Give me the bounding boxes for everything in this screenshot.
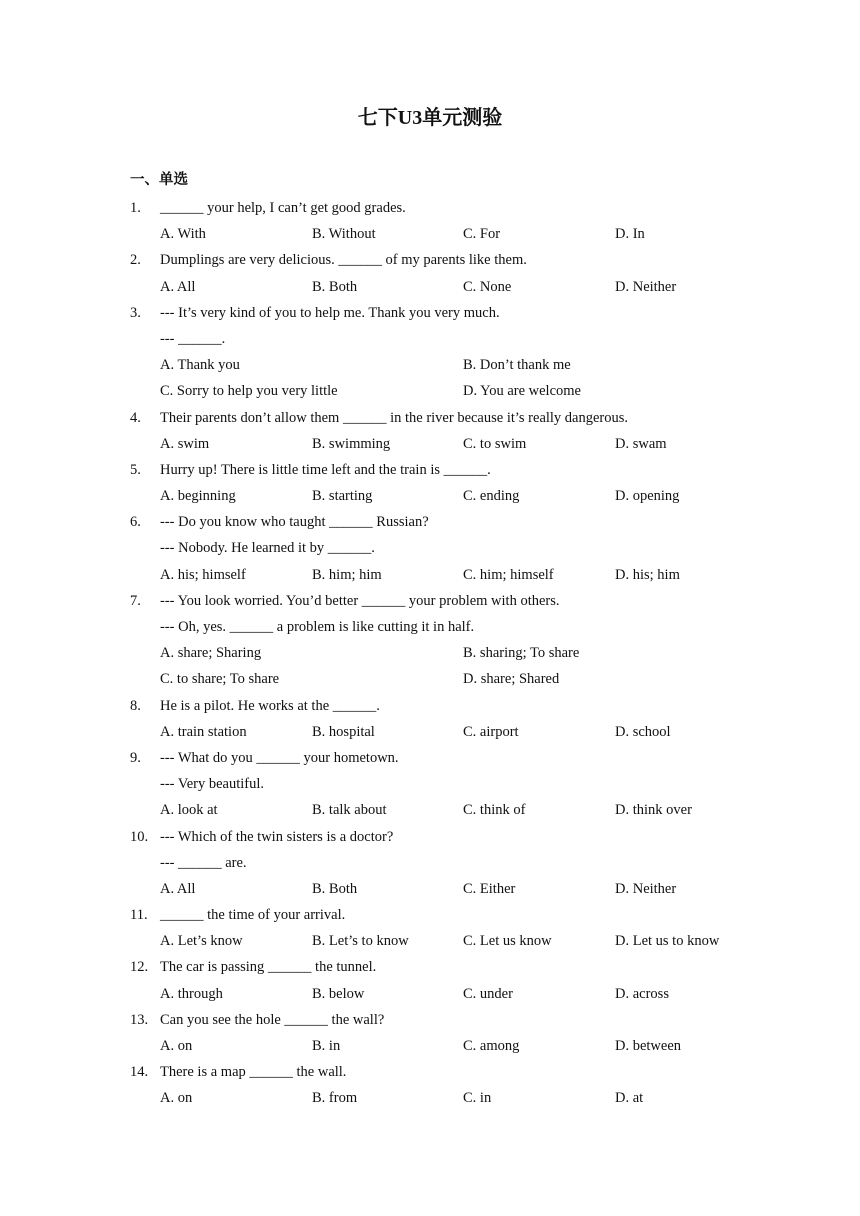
question-item (0, 1062, 860, 1114)
question-item (0, 827, 860, 906)
answer-option: D. swam (615, 435, 667, 452)
question-line (0, 460, 860, 486)
question-number: 6. (130, 514, 141, 531)
answer-option: A. Let’s know (160, 933, 243, 950)
question-line (0, 696, 860, 722)
answer-option: A. share; Sharing (160, 645, 262, 662)
options-row (0, 486, 860, 512)
section-heading: 一、单选 (130, 172, 188, 188)
question-number: 5. (130, 461, 141, 478)
question-number: 10. (130, 828, 149, 845)
question-text: --- Which of the twin sisters is a doctor? (160, 828, 394, 845)
question-number: 1. (130, 200, 141, 216)
question-item (0, 905, 860, 957)
question-text: ______ the time of your arrival. (160, 907, 346, 924)
document-title: 七下U3单元测验 (357, 107, 503, 129)
question-number: 12. (130, 959, 149, 976)
answer-option: C. None (463, 278, 512, 295)
answer-option: A. on (160, 1038, 193, 1054)
question-line (0, 303, 860, 329)
question-line (0, 748, 860, 774)
question-text: --- You look worried. You’d better ______ your problem with others. (160, 592, 560, 609)
answer-option: D. In (615, 226, 645, 243)
answer-option: B. hospital (312, 723, 375, 740)
answer-option: B. Let’s to know (312, 933, 409, 950)
options-row (0, 434, 860, 460)
question-item (0, 512, 860, 591)
answer-option: C. to share; To share (160, 671, 280, 688)
question-number: 11. (130, 907, 148, 924)
answer-option: D. share; Shared (463, 671, 560, 688)
answer-option: D. Neither (615, 278, 677, 295)
question-number: 3. (130, 304, 141, 321)
question-text: --- Very beautiful. (160, 776, 265, 793)
answer-option: C. think of (463, 802, 526, 819)
question-number: 9. (130, 749, 141, 766)
question-item (0, 696, 860, 748)
answer-option: A. Thank you (160, 357, 240, 374)
question-line (0, 329, 860, 355)
answer-option: C. ending (463, 488, 520, 505)
question-number: 13. (130, 1011, 149, 1028)
answer-option: A. on (160, 1090, 193, 1107)
answer-option: C. Sorry to help you very little (160, 383, 338, 400)
answer-option: D. at (615, 1090, 644, 1107)
question-line (0, 957, 860, 983)
question-line (0, 774, 860, 800)
options-row (0, 1036, 860, 1062)
question-line (0, 198, 860, 224)
question-text: ______ your help, I can’t get good grades. (160, 200, 406, 216)
question-text: --- ______ are. (160, 854, 247, 871)
question-item (0, 198, 860, 250)
answer-option: C. to swim (463, 435, 527, 452)
answer-option: A. All (160, 880, 196, 897)
question-text: --- Oh, yes. ______ a problem is like cutting it in half. (160, 619, 475, 635)
question-line (0, 512, 860, 538)
answer-option: A. beginning (160, 488, 236, 505)
question-line (0, 1010, 860, 1036)
question-number: 4. (130, 409, 141, 426)
question-list (0, 198, 860, 1115)
options-row (0, 669, 860, 695)
question-line (0, 1062, 860, 1088)
question-item (0, 1010, 860, 1062)
answer-option: C. For (463, 226, 501, 243)
question-line (0, 408, 860, 434)
answer-option: D. his; him (615, 566, 680, 583)
options-row (0, 224, 860, 250)
question-line (0, 250, 860, 276)
answer-option: D. Let us to know (615, 933, 720, 950)
question-number: 14. (130, 1064, 149, 1081)
options-row (0, 355, 860, 381)
answer-option: B. Both (312, 880, 358, 897)
answer-option: A. train station (160, 723, 247, 740)
answer-option: B. in (312, 1038, 341, 1054)
question-item (0, 460, 860, 512)
question-text: --- ______. (160, 330, 226, 347)
answer-option: C. among (463, 1038, 520, 1054)
options-row (0, 984, 860, 1010)
answer-option: B. sharing; To share (463, 645, 580, 662)
question-number: 2. (130, 252, 141, 269)
answer-option: B. from (312, 1090, 358, 1107)
answer-option: B. Don’t thank me (463, 357, 571, 374)
answer-option: B. below (312, 985, 365, 1002)
question-text: Can you see the hole ______ the wall? (160, 1011, 385, 1028)
question-item (0, 303, 860, 408)
answer-option: A. look at (160, 802, 218, 819)
question-number: 7. (130, 592, 141, 609)
answer-option: A. All (160, 278, 196, 295)
options-row (0, 722, 860, 748)
options-row (0, 931, 860, 957)
answer-option: B. Without (312, 226, 376, 243)
question-item (0, 591, 860, 696)
question-line (0, 591, 860, 617)
answer-option: D. opening (615, 488, 680, 505)
answer-option: D. between (615, 1038, 682, 1054)
question-text: He is a pilot. He works at the ______. (160, 697, 380, 714)
options-row (0, 800, 860, 826)
answer-option: C. him; himself (463, 566, 554, 583)
answer-option: D. You are welcome (463, 383, 581, 400)
answer-option: B. Both (312, 278, 358, 295)
answer-option: B. talk about (312, 802, 387, 819)
question-line (0, 617, 860, 643)
answer-option: D. Neither (615, 880, 677, 897)
answer-option: C. in (463, 1090, 492, 1107)
question-text: Dumplings are very delicious. ______ of my parents like them. (160, 252, 527, 269)
question-line (0, 827, 860, 853)
answer-option: A. swim (160, 435, 210, 452)
answer-option: D. think over (615, 802, 692, 819)
question-item (0, 748, 860, 827)
question-line (0, 538, 860, 564)
question-text: --- Do you know who taught ______ Russian? (160, 514, 429, 531)
answer-option: A. his; himself (160, 566, 246, 583)
answer-option: C. airport (463, 723, 519, 740)
options-row (0, 643, 860, 669)
answer-option: B. starting (312, 488, 373, 505)
answer-option: A. With (160, 226, 206, 243)
options-row (0, 879, 860, 905)
question-text: --- Nobody. He learned it by ______. (160, 540, 375, 557)
answer-option: A. through (160, 985, 223, 1002)
question-text: The car is passing ______ the tunnel. (160, 959, 377, 976)
answer-option: C. under (463, 985, 513, 1002)
question-number: 8. (130, 697, 141, 714)
answer-option: C. Let us know (463, 933, 552, 950)
question-text: --- What do you ______ your hometown. (160, 749, 399, 766)
question-item (0, 250, 860, 302)
question-item (0, 957, 860, 1009)
answer-option: B. swimming (312, 435, 391, 452)
question-text: There is a map ______ the wall. (160, 1064, 347, 1081)
question-line (0, 905, 860, 931)
question-item (0, 408, 860, 460)
answer-option: B. him; him (312, 566, 382, 583)
options-row (0, 381, 860, 407)
answer-option: D. across (615, 985, 669, 1002)
question-text: Hurry up! There is little time left and the train is ______. (160, 461, 491, 478)
question-text: Their parents don’t allow them ______ in the river because it’s really dangerous. (160, 409, 629, 426)
question-text: --- It’s very kind of you to help me. Thank you very much. (160, 304, 500, 321)
options-row (0, 1088, 860, 1114)
options-row (0, 565, 860, 591)
answer-option: D. school (615, 723, 671, 740)
question-line (0, 853, 860, 879)
answer-option: C. Either (463, 880, 516, 897)
options-row (0, 277, 860, 303)
